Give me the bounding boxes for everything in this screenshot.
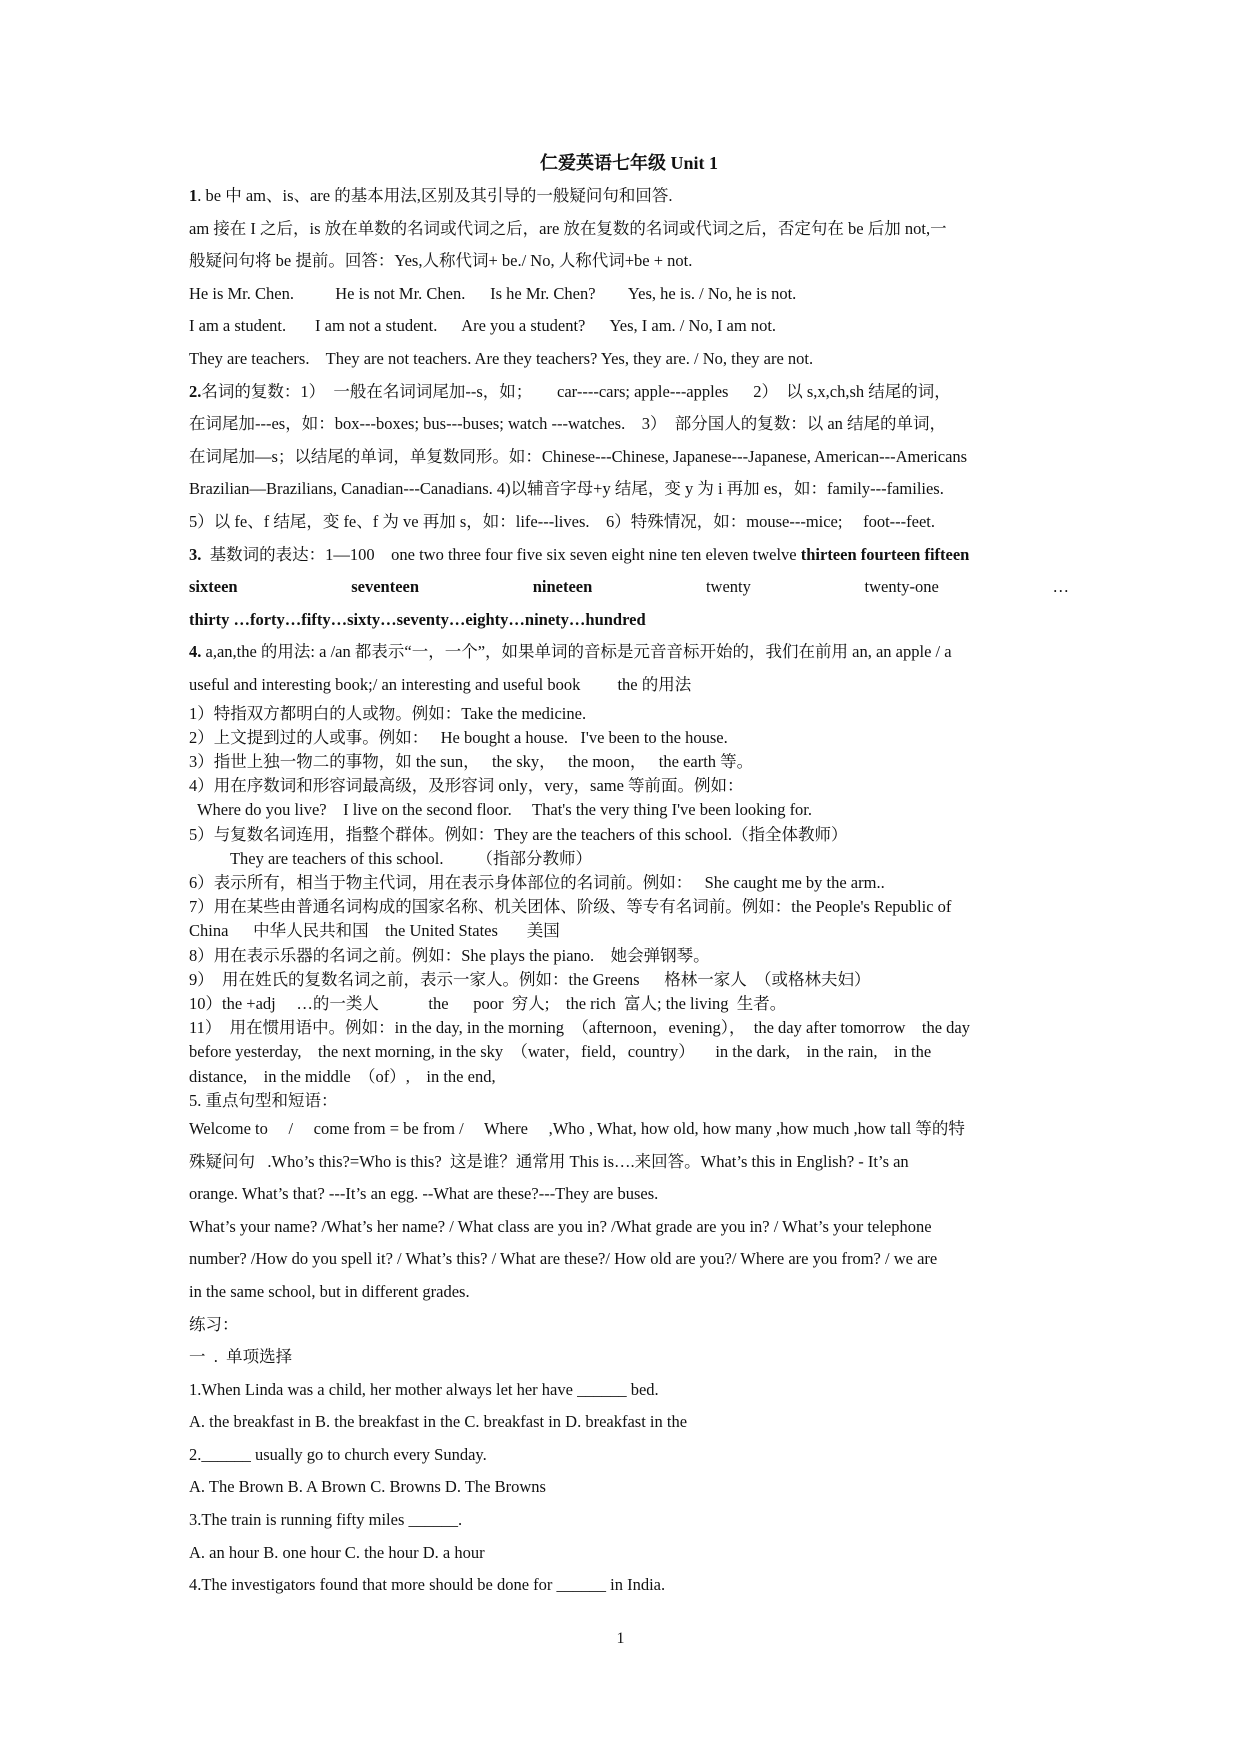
question-line: 3.The train is running fifty miles ______. xyxy=(189,1510,463,1530)
text-line: Brazilian—Brazilians, Canadian---Canadians. 4)以辅音字母+y 结尾，变 y 为 i 再加 es，如：family---families. xyxy=(189,479,944,499)
example-line: They are teachers. They are not teachers. Are they teachers? Yes, they are. / No, they are not. xyxy=(189,348,814,368)
list-item: 5）与复数名词连用，指整个群体。例如：They are the teachers of this school.（指全体教师） xyxy=(189,824,848,844)
example-line: I am a student. I am not a student. Are you a student? Yes, I am. / No, I am not. xyxy=(189,316,777,336)
list-item: 10）the +adj …的一类人 the poor 穷人; the rich 富人; the living 生者。 xyxy=(189,993,787,1013)
question-line: 2.______ usually go to church every Sunday. xyxy=(189,1444,487,1464)
practice-heading: 练习： xyxy=(189,1314,239,1334)
section-number: 1 xyxy=(189,186,198,205)
list-item: China 中华人民共和国 the United States 美国 xyxy=(189,921,560,941)
text-line: 般疑问句将 be 提前。回答：Yes,人称代词+ be./ No, 人称代词+be + not. xyxy=(189,251,693,271)
number-word: nineteen xyxy=(532,577,593,597)
options-line: A. the breakfast in B. the breakfast in the C. breakfast in D. breakfast in the xyxy=(189,1412,688,1432)
section-number: 4. xyxy=(189,642,202,662)
text-line: . be 中 am、is、are 的基本用法,区别及其引导的一般疑问句和回答. xyxy=(197,186,673,205)
list-item: 3）指世上独一物二的事物，如 the sun， the sky， the moon， the earth 等。 xyxy=(189,751,754,771)
bold-numbers: thirty …forty…fifty…sixty…seventy…eighty…ninety…hundred xyxy=(189,609,646,629)
text-line: Welcome to / come from = be from / Where ,Who , What, how old, how many ,how much ,how tall 等的特 xyxy=(189,1118,965,1138)
bold-numbers: thirteen fourteen fifteen xyxy=(800,544,970,564)
section-4-intro xyxy=(189,636,1069,701)
section-1 xyxy=(189,180,1069,376)
paragraph xyxy=(189,539,1069,572)
options-line: A. an hour B. one hour C. the hour D. a hour xyxy=(189,1542,485,1562)
list-item: before yesterday, the next morning, in the sky （water，field，country） in the dark, in the rain, in the xyxy=(189,1042,932,1062)
text-line: a,an,the 的用法: a /an 都表示“一，一个”，如果单词的音标是元音音标开始的，我们在前用 an, an apple / a xyxy=(201,642,952,662)
text-line: number? /How do you spell it? / What’s this? / What are these?/ How old are you?/ Where are you from? / we are xyxy=(189,1249,938,1269)
text-line: 5）以 fe、f 结尾，变 fe、f 为 ve 再加 s，如：life---lives. 6）特殊情况，如：mouse---mice; foot---feet. xyxy=(189,511,936,531)
list-item: Where do you live? I live on the second floor. That's the very thing I've been looking for. xyxy=(189,800,813,820)
list-item: 9） 用在姓氏的复数名词之前，表示一家人。例如：the Greens 格林一家人 （或格林夫妇） xyxy=(189,969,871,989)
list-item: 4）用在序数词和形容词最高级，及形容词 only，very，same 等前面。例如： xyxy=(189,776,744,796)
list-item: 11） 用在惯用语中。例如：in the day, in the morning （afternoon，evening）， the day after tomorrow the day xyxy=(189,1018,970,1038)
ellipsis: … xyxy=(1052,577,1069,597)
page-number: 1 xyxy=(616,1630,625,1647)
section-heading: 5. 重点句型和短语： xyxy=(189,1090,338,1110)
page-title: 仁爱英语七年级 Unit 1 xyxy=(539,153,718,173)
question-line: 1.When Linda was a child, her mother always let her have ______ bed. xyxy=(189,1379,659,1399)
document-content xyxy=(189,150,1069,1602)
text-line: 在词尾加—s；以结尾的单词，单复数同形。如：Chinese---Chinese, Japanese---Japanese, American---Americans xyxy=(189,446,968,466)
list-item: 8）用在表示乐器的名词之前。例如：She plays the piano. 她会弹钢琴。 xyxy=(189,945,710,965)
practice-section xyxy=(189,1309,1069,1602)
number-word: twenty xyxy=(705,577,751,597)
list-item: 1）特指双方都明白的人或物。例如：Take the medicine. xyxy=(189,703,587,723)
practice-subheading: 一 . 单项选择 xyxy=(189,1347,293,1367)
number-word: twenty-one xyxy=(864,577,939,597)
paragraph xyxy=(189,636,1069,669)
number-word: seventeen xyxy=(351,577,420,597)
section-5 xyxy=(189,1113,1069,1309)
list-item: They are teachers of this school. （指部分教师） xyxy=(189,848,592,868)
number-row xyxy=(189,571,1069,604)
section-2 xyxy=(189,376,1069,539)
text-line: am 接在 I 之后，is 放在单数的名词或代词之后，are 放在复数的名词或代词之后，否定句在 be 后加 not,一 xyxy=(189,218,947,238)
list-item: 2）上文提到过的人或事。例如： He bought a house. I've been to the house. xyxy=(189,727,728,747)
example-line: He is Mr. Chen. He is not Mr. Chen. Is he Mr. Chen? Yes, he is. / No, he is not. xyxy=(189,283,797,303)
text-line xyxy=(189,604,1069,637)
text-line: useful and interesting book;/ an interesting and useful book the 的用法 xyxy=(189,674,692,694)
paragraph xyxy=(189,376,1069,409)
text-line: 在词尾加---es，如：box---boxes; bus---buses; watch ---watches. 3） 部分国人的复数：以 an 结尾的单词， xyxy=(189,414,947,434)
list-item: distance, in the middle （of）, in the end, xyxy=(189,1066,496,1086)
paragraph xyxy=(189,180,1069,213)
number-word: sixteen xyxy=(189,577,238,597)
options-line: A. The Brown B. A Brown C. Browns D. The Browns xyxy=(189,1477,546,1497)
text-line: 名词的复数：1） 一般在名词词尾加--s，如； car----cars; apple---apples 2） 以 s,x,ch,sh 结尾的词， xyxy=(201,381,951,401)
text-line: What’s your name? /What’s her name? / What class are you in? /What grade are you in? / What’s your telephone xyxy=(189,1216,932,1236)
list-item: 7）用在某些由普通名词构成的国家名称、机关团体、阶级、等专有名词前。例如：the People's Republic of xyxy=(189,897,952,917)
text-line: 殊疑问句 .Who’s this?=Who is this? 这是谁？通常用 This is….来回答。What’s this in English? - It’s an xyxy=(189,1151,909,1171)
text-line: orange. What’s that? ---It’s an egg. --What are these?---They are buses. xyxy=(189,1184,659,1204)
section-4-list xyxy=(189,702,1069,1113)
list-item: 6）表示所有，相当于物主代词，用在表示身体部位的名词前。例如： She caught me by the arm.. xyxy=(189,872,885,892)
text-line: 基数词的表达：1—100 one two three four five six seven eight nine ten eleven twelve xyxy=(201,544,801,564)
section-3 xyxy=(189,539,1069,637)
question-line: 4.The investigators found that more should be done for ______ in India. xyxy=(189,1575,666,1595)
text-line: in the same school, but in different grades. xyxy=(189,1281,470,1301)
section-number: 2. xyxy=(189,381,202,401)
section-number: 3. xyxy=(189,544,202,564)
